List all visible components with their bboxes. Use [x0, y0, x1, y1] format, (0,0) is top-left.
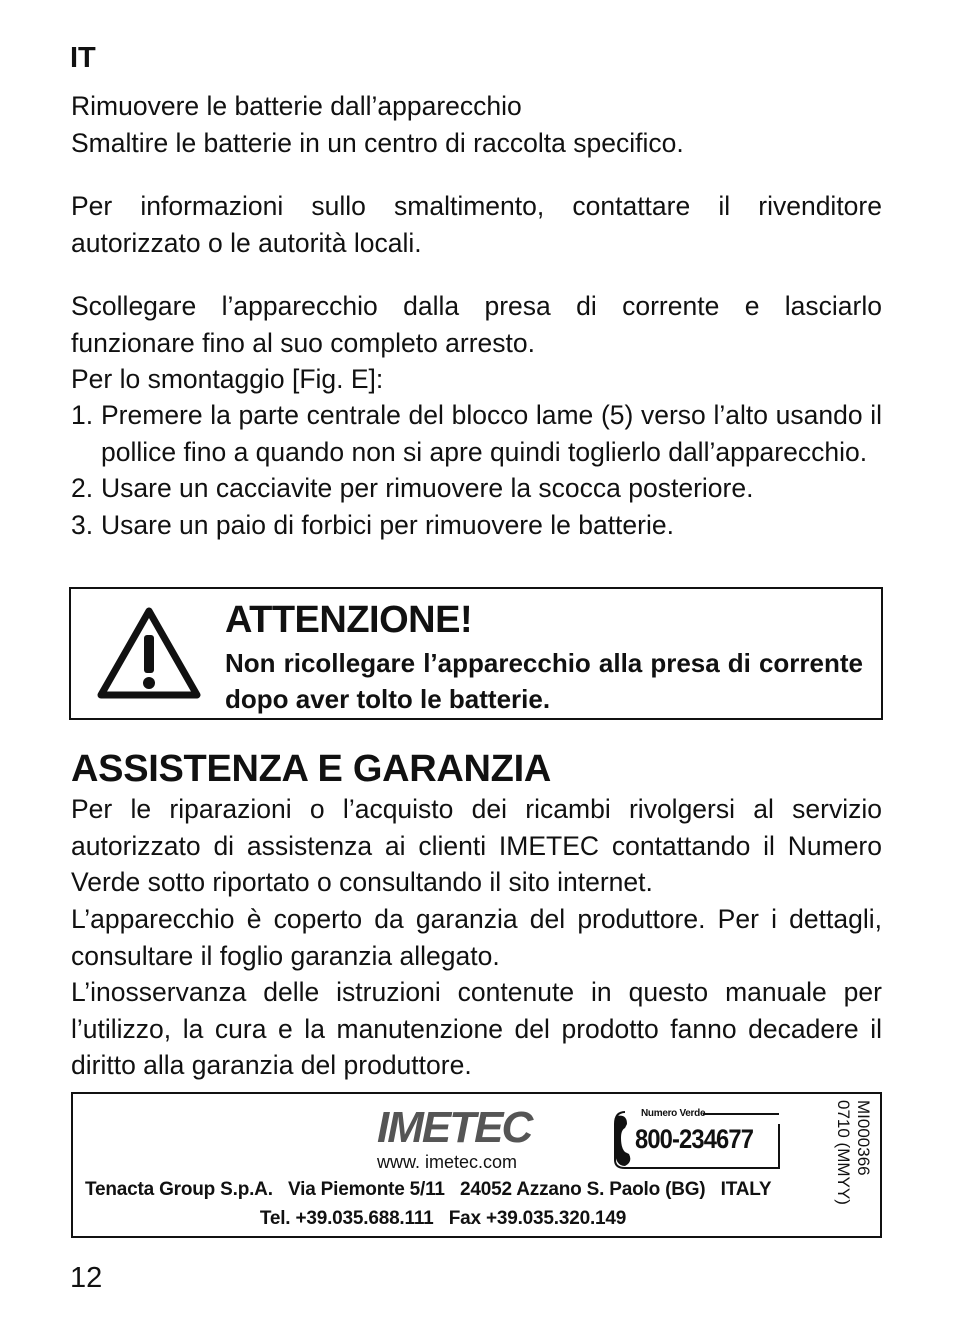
info-paragraph: [71, 188, 882, 261]
intro-paragraph: [71, 88, 882, 161]
step-item: [71, 397, 882, 470]
logo-text: IMETEC: [377, 1103, 532, 1150]
company-address: Tenacta Group S.p.A. Via Piemonte 5/11 24052 Azzano S. Paolo (BG) ITALY: [85, 1179, 772, 1200]
numero-verde-number: 800-234677: [635, 1124, 754, 1154]
intro-line-1: Rimuovere le batterie dall’apparecchio: [71, 91, 522, 121]
disassembly-steps: [71, 397, 882, 543]
phone-fax: Tel. +39.035.688.111 Fax +39.035.320.149: [259, 1208, 627, 1229]
assistance-paragraph-1: Per le riparazioni o l’acquisto dei ricambi rivolgersi al servizio autorizzato di assistenza ai clienti IMETEC contattando il Numero Verde sotto riportato o consultando il sito internet.: [71, 794, 882, 897]
warning-triangle-icon: [95, 605, 203, 701]
page-number: 12: [70, 1262, 103, 1294]
info-line-2: autorizzato o le autorità locali.: [71, 227, 422, 258]
info-line-1: Per informazioni sullo smaltimento, contattare il rivenditore: [71, 191, 882, 221]
phone-handset-icon: [615, 1116, 630, 1166]
step-number: 2.: [71, 473, 94, 503]
assistance-paragraph-2: L’apparecchio è coperto da garanzia del produttore. Per i dettagli, consultare il foglio garanzia allegato.: [71, 904, 882, 971]
imetec-logo: [373, 1102, 543, 1150]
contact-footer: [71, 1092, 882, 1238]
step-text: Usare un paio di forbici per rimuovere le batterie.: [101, 509, 674, 540]
document-codes: [825, 1100, 875, 1230]
document-code: MI000366: [854, 1100, 873, 1176]
assistance-paragraph-3: L’inosservanza delle istruzioni contenute in questo manuale per l’utilizzo, la cura e la manutenzione del prodotto fanno decadere il diritto alla garanzia del produttore.: [71, 977, 882, 1080]
warning-box: [69, 587, 883, 720]
step-number: 1.: [71, 400, 94, 430]
step-number: 3.: [71, 509, 94, 540]
step-item: [71, 470, 882, 507]
step-text: Premere la parte centrale del blocco lame (5) verso l’alto usando il pollice fino a quando non si apre quindi toglierlo dall’apparecchio.: [101, 400, 882, 467]
warning-text: Non ricollegare l’apparecchio alla presa di corrente dopo aver tolto le batterie.: [225, 648, 863, 714]
section-title: ASSISTENZA E GARANZIA: [71, 748, 551, 790]
disassembly-line-2: funzionare fino al suo completo arresto.: [71, 327, 536, 358]
website-link[interactable]: www. imetec.com: [377, 1152, 518, 1172]
disassembly-line-3: Per lo smontaggio [Fig. E]:: [71, 364, 384, 394]
numero-verde-label: Numero Verde: [641, 1108, 706, 1119]
date-code: 0710 (MMYY): [834, 1100, 853, 1205]
warning-title: ATTENZIONE!: [225, 599, 473, 641]
intro-line-2: Smaltire le batterie in un centro di raccolta specifico.: [71, 127, 684, 158]
language-label: IT: [70, 42, 96, 74]
step-text: Usare un cacciavite per rimuovere la scocca posteriore.: [101, 473, 754, 503]
disassembly-line-1: Scollegare l’apparecchio dalla presa di corrente e lasciarlo: [71, 291, 882, 321]
disassembly-paragraph: [71, 288, 882, 398]
step-item: [71, 507, 882, 544]
